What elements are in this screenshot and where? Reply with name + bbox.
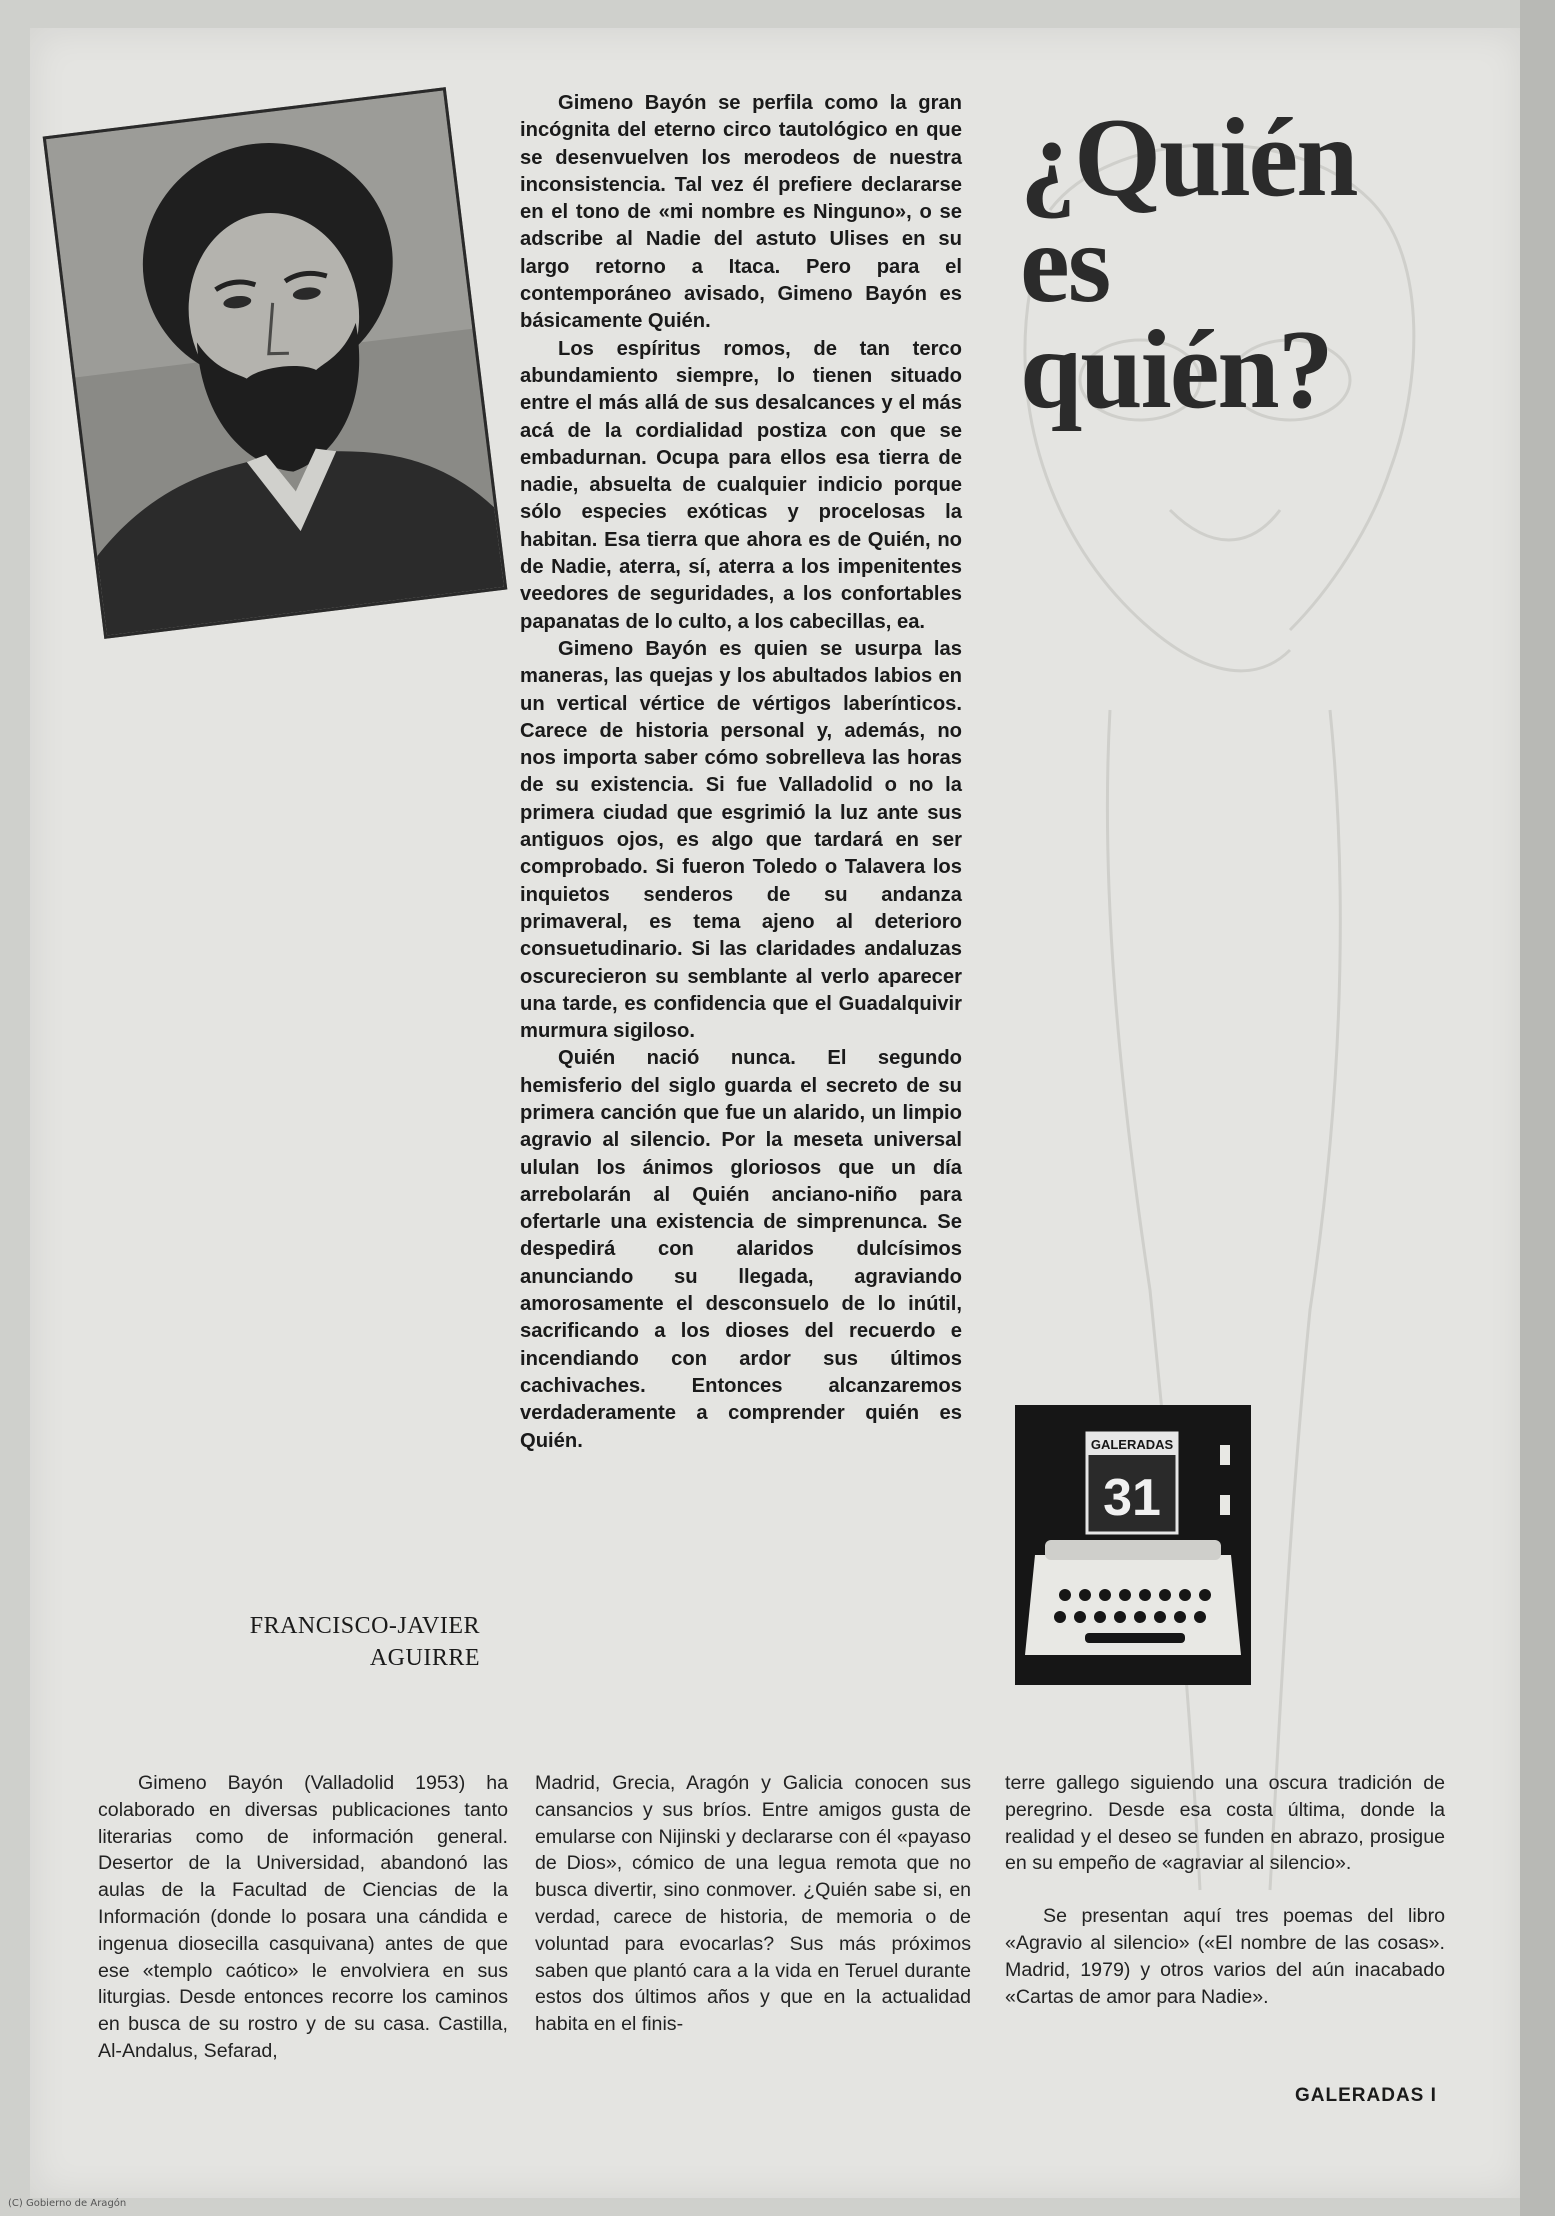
- headline-line: quién?: [1020, 308, 1332, 432]
- page-headline: [1020, 96, 1440, 432]
- logo-number: 31: [1103, 1469, 1161, 1527]
- bio-column-3: [1005, 1770, 1445, 2010]
- article-paragraph: Gimeno Bayón se perfila como la gran incógnita del eterno circo tautológico en que se desenvuelven los merodeos de nuestra inconsistencia. Tal vez él prefiere declararse en el tono de «mi nombre es Ninguno», o se adscribe al Nadie del astuto Ulises en su largo retorno a Itaca. Pero para el contemporáneo avisado, Gimeno Bayón es básicamente Quién.: [520, 92, 962, 333]
- bio-paragraph: Madrid, Grecia, Aragón y Galicia conocen sus cansancios y sus bríos. Entre amigos gusta de emularse con Nijinski y declararse con él «payaso de Dios», cómico de una legua remota que no busca divertir, sino conmover. ¿Quién sabe si, en verdad, carece de historia, de memoria o de voluntad para evocarlas? Sus más próximos saben que plantó cara a la vida en Teruel durante estos dos últimos años y que en la actualidad habita en el finis-: [535, 1772, 971, 2036]
- bio-column-2: [535, 1770, 971, 2038]
- main-article-column: [520, 90, 962, 1455]
- galeradas-logo: [1015, 1405, 1251, 1685]
- author-name: [150, 1610, 480, 1674]
- article-paragraph: Gimeno Bayón es quien se usurpa las maneras, las quejas y los abultados labios en un vertical vértice de vértigos laberínticos. Carece de historia personal y, además, no nos importa saber cómo sobrelleva las horas de su existencia. Si fue Valladolid o no la primera ciudad que esgrimió la luz ante sus antiguos ojos, es algo que tardará en ser comprobado. Si fueron Toledo o Talavera los inquietos senderos de su andanza primaveral, es tema ajeno al deterioro consuetudinario. Si las claridades andaluzas oscurecieron su semblante al verlo aparecer una tarde, es confidencia que el Guadalquivir murmura sigiloso.: [520, 637, 962, 1043]
- page-footer: GALERADAS I: [1295, 2085, 1437, 2106]
- bio-paragraph: terre gallego siguiendo una oscura tradición de peregrino. Desde esa costa última, donde la realidad y el deseo se funden en abrazo, prosigue en su empeño de «agraviar al silencio».: [1005, 1772, 1445, 1875]
- logo-label: GALERADAS: [1090, 1437, 1174, 1452]
- bio-paragraph: Se presentan aquí tres poemas del libro «Agravio al silencio» («El nombre de las cosas». Madrid, 1979) y otros varios del aún inacabado «Cartas de amor para Nadie».: [1005, 1905, 1445, 2008]
- author-name-line: FRANCISCO-JAVIER: [249, 1613, 480, 1639]
- author-name-line: AGUIRRE: [369, 1645, 480, 1671]
- headline-line: ¿Quién: [1020, 96, 1357, 220]
- article-paragraph: Quién nació nunca. El segundo hemisferio del siglo guarda el secreto de su primera canción que fue un alarido, un limpio agravio al silencio. Por la meseta universal ululan los ánimos gloriosos que un día arrebolarán al Quién anciano-niño para ofertarle una existencia de simprenunca. Se despedirá con alaridos dulcísimos anunciando su llegada, agraviando amorosamente el desconsuelo de lo inútil, sacrificando a los dioses del recuerdo e incendiando con ardor sus últimos cachivaches. Entonces alcanzaremos verdaderamente a comprender quién es Quién.: [520, 1047, 962, 1452]
- page-edge: [1520, 0, 1555, 2216]
- bio-column-1: [98, 1770, 508, 2065]
- headline-line: es: [1020, 202, 1110, 326]
- author-photo: [43, 87, 508, 639]
- bio-paragraph: Gimeno Bayón (Valladolid 1953) ha colaborado en diversas publicaciones tanto literarias como de información general. Desertor de la Universidad, abandonó las aulas de la Facultad de Ciencias de la Información (donde lo posara una cándida e ingenua diosecilla casquivana) antes de que ese «templo caótico» le envolviera en sus liturgias. Desde entonces recorre los caminos en busca de su rostro y de su casa. Castilla, Al-Andalus, Sefarad,: [98, 1772, 508, 2062]
- copyright-notice: (C) Gobierno de Aragón: [8, 2198, 127, 2209]
- article-paragraph: Los espíritus romos, de tan terco abundamiento siempre, lo tienen situado entre el más allá de sus desalcances y el más acá de la cordialidad postiza con que se embadurnan. Ocupa para ellos esa tierra de nadie, absuelta de cualquier indicio porque sólo especies exóticas y procelosas la habitan. Esa tierra que ahora es de Quién, no de Nadie, aterra, sí, aterra a los impenitentes veedores de seguridades, a los confortables papanatas de lo culto, a los cabecillas, ea.: [520, 337, 962, 633]
